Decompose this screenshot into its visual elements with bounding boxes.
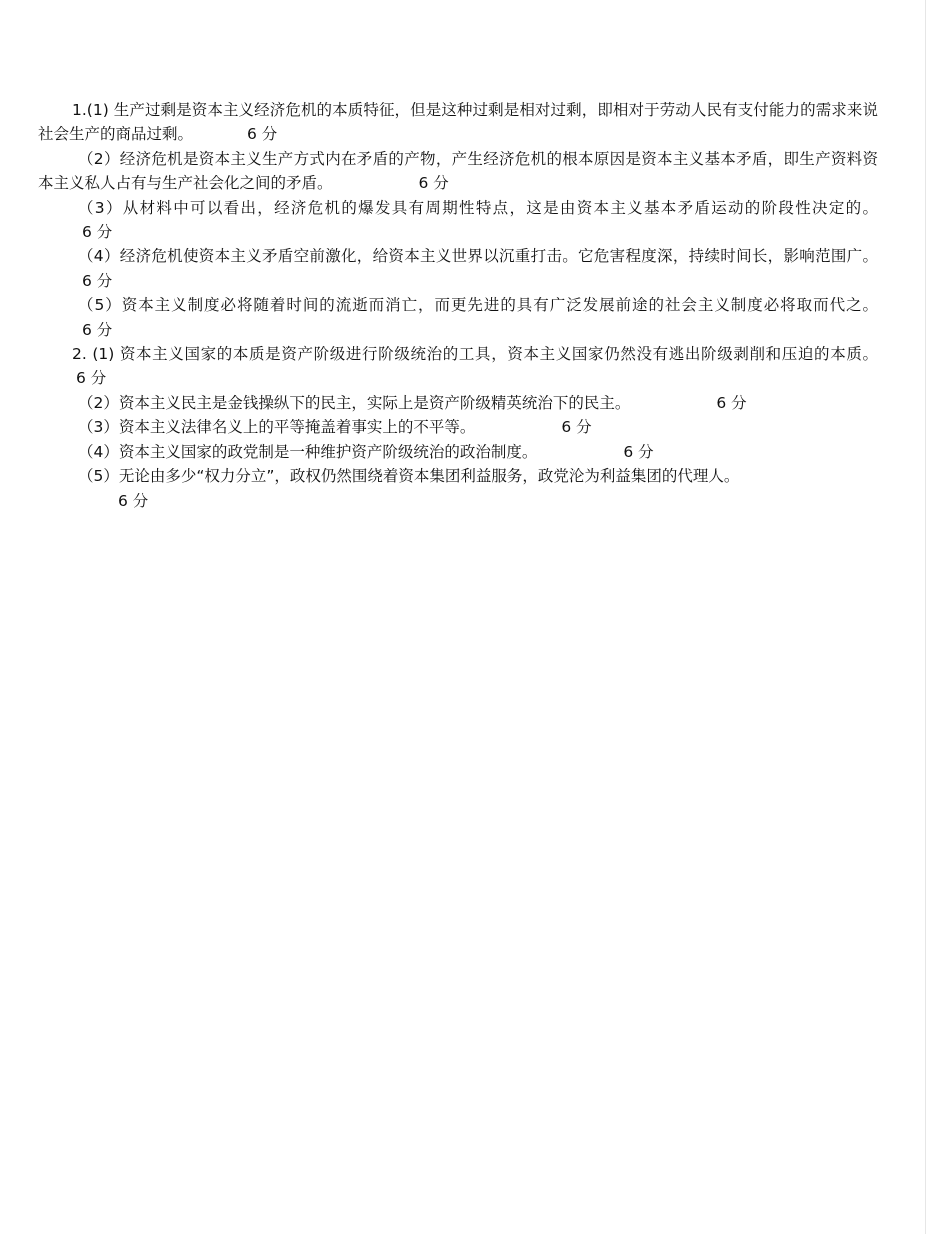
q2-part1-text: 2. (1) 资本主义国家的本质是资产阶级进行阶级统治的工具，资本主义国家仍然没有逃出阶级剥削和压迫的本质。: [72, 345, 878, 364]
q1-part4: [38, 244, 878, 293]
q1-part3-text: （3）从材料中可以看出，经济危机的爆发具有周期性特点，这是由资本主义基本矛盾运动的阶段性决定的。: [78, 198, 878, 217]
q2-part3: [38, 415, 878, 439]
q1-part1: [38, 98, 878, 147]
q1-part5: [38, 293, 878, 342]
q1-part1-score: 6 分: [247, 125, 278, 144]
q2-part4: [38, 440, 878, 464]
q2-part5: [38, 464, 878, 513]
q2-part2-text: （2）资本主义民主是金钱操纵下的民主，实际上是资产阶级精英统治下的民主。: [78, 393, 631, 412]
q1-part1-text: 1.(1) 生产过剩是资本主义经济危机的本质特征，但是这种过剩是相对过剩，即相对于劳动人民有支付能力的需求来说社会生产的商品过剩。: [38, 101, 878, 144]
q2-part1: [38, 342, 878, 391]
q1-part5-score: 6 分: [82, 320, 113, 339]
q1-part4-score: 6 分: [82, 271, 113, 290]
q2-part5-text: （5）无论由多少“权力分立”，政权仍然围绕着资本集团利益服务，政党沦为利益集团的代理人。: [78, 467, 740, 486]
q1-part2: [38, 147, 878, 196]
q2-part2: [38, 391, 878, 415]
q2-part2-score: 6 分: [716, 393, 747, 412]
q2-part3-text: （3）资本主义法律名义上的平等掩盖着事实上的不平等。: [78, 418, 476, 437]
q1-part4-text: （4）经济危机使资本主义矛盾空前激化，给资本主义世界以沉重打击。它危害程度深，持续时间长，影响范围广。: [78, 247, 878, 266]
q1-part2-text: （2）经济危机是资本主义生产方式内在矛盾的产物，产生经济危机的根本原因是资本主义基本矛盾，即生产资料资本主义私人占有与生产社会化之间的矛盾。: [38, 149, 878, 193]
answer-content: [38, 98, 878, 513]
q2-part4-score: 6 分: [623, 442, 654, 461]
q1-part3: [38, 196, 878, 245]
q1-part2-score: 6 分: [418, 174, 449, 193]
page-edge-divider: [925, 0, 926, 1234]
q2-part5-score: 6 分: [118, 491, 149, 510]
q1-part5-text: （5）资本主义制度必将随着时间的流逝而消亡，而更先进的具有广泛发展前途的社会主义制度必将取而代之。: [78, 296, 878, 315]
q2-part4-text: （4）资本主义国家的政党制是一种维护资产阶级统治的政治制度。: [78, 442, 538, 461]
q2-part1-score: 6 分: [76, 369, 107, 388]
q2-part3-score: 6 分: [561, 418, 592, 437]
q1-part3-score: 6 分: [82, 223, 113, 242]
